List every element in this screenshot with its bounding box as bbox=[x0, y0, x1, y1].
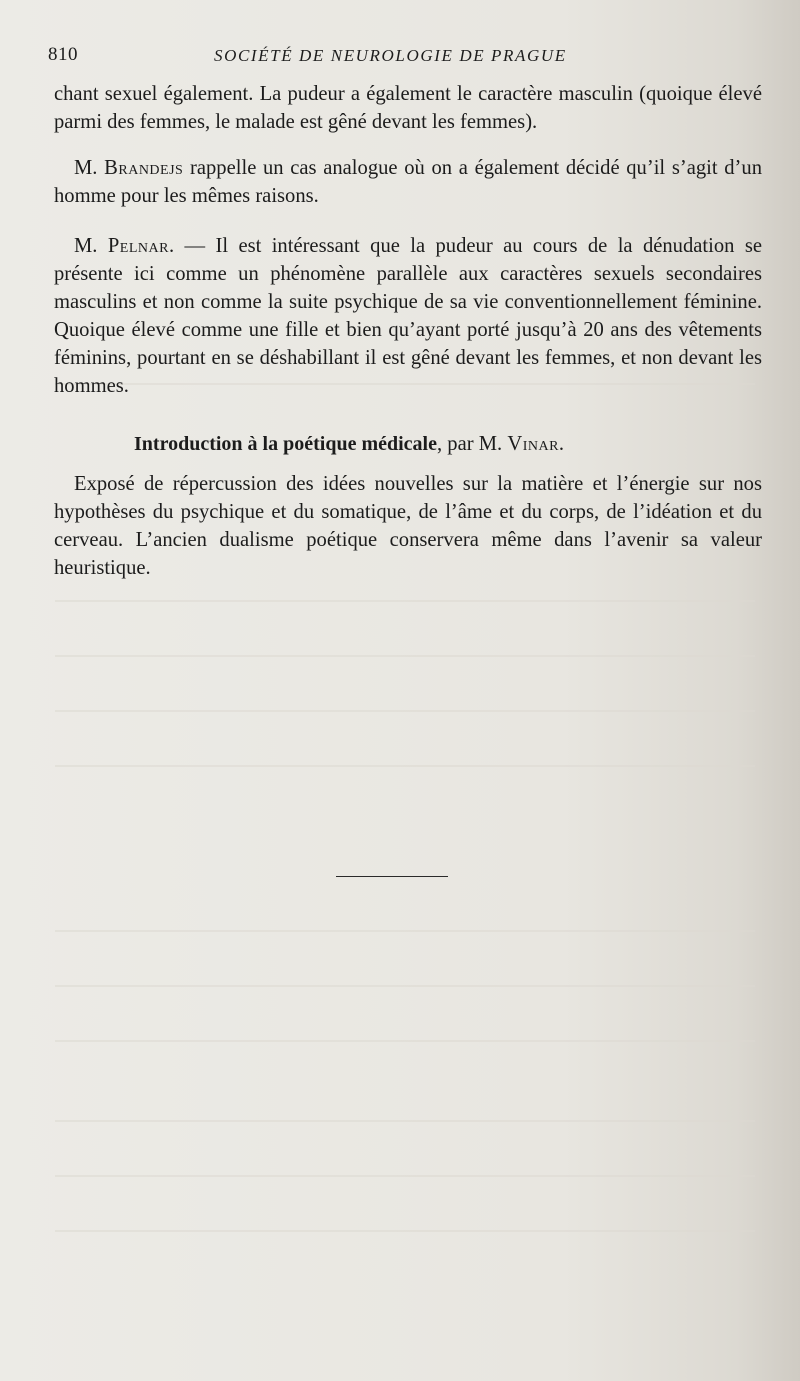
bleed-through-line bbox=[55, 765, 755, 767]
section-abstract: Exposé de répercussion des idées nouvelles sur la matière et l’énergie sur nos hypothèses du psychique et du somatique, de l’âme et du corps, de l’idéation et du cerveau. L’ancien dualisme poétique conservera même dans l’avenir sa valeur heuristique. bbox=[54, 473, 762, 579]
byline-prefix: , par M. bbox=[436, 433, 508, 455]
paragraph-continuation: chant sexuel également. La pudeur a également le caractère masculin (quoique élevé parmi des femmes, le malade est gêné devant les femmes). bbox=[54, 83, 762, 133]
section-end-rule bbox=[336, 876, 448, 877]
paragraph-pelnar bbox=[54, 232, 762, 400]
speaker-name: Pelnar bbox=[107, 235, 169, 257]
paragraph-text: rappelle un cas analogue où on a également décidé qu’il s’agit d’un homme pour les mêmes raisons. bbox=[54, 157, 762, 207]
section-author: Vinar bbox=[507, 433, 559, 455]
running-head: SOCIÉTÉ DE NEUROLOGIE DE PRAGUE bbox=[214, 46, 567, 65]
bleed-through-line bbox=[55, 1175, 755, 1177]
bleed-through-line bbox=[55, 1040, 755, 1042]
speaker-name: Brandejs bbox=[104, 157, 184, 179]
paragraph-text: . — Il est intéressant que la pudeur au cours de la dénudation se présente ici comme un phénomène parallèle aux caractères sexuels secondaires masculins et non comme la suite psychique de sa vie conventionnellement féminine. Quoique élevé comme une fille et bien qu’ayant porté jusqu’à 20 ans des vêtements féminins, pourtant en se déshabillant il est gêné devant les femmes, et non devant les hommes. bbox=[54, 235, 762, 397]
speaker-prefix: M. bbox=[74, 235, 108, 257]
page-header bbox=[48, 40, 760, 70]
bleed-through-line bbox=[55, 1120, 755, 1122]
bleed-through-line bbox=[55, 985, 755, 987]
byline-suffix: . bbox=[558, 433, 565, 455]
paragraph-brandejs bbox=[54, 154, 762, 210]
bleed-through-line bbox=[55, 710, 755, 712]
page-number: 810 bbox=[48, 44, 78, 65]
bleed-through-line bbox=[55, 655, 755, 657]
bleed-through-line bbox=[55, 1230, 755, 1232]
section-heading bbox=[54, 430, 762, 458]
bleed-through-line bbox=[55, 600, 755, 602]
bleed-through-line bbox=[55, 930, 755, 932]
speaker-prefix: M. bbox=[74, 157, 105, 179]
page-body bbox=[54, 80, 762, 582]
section-title: Introduction à la poétique médicale bbox=[134, 433, 437, 455]
